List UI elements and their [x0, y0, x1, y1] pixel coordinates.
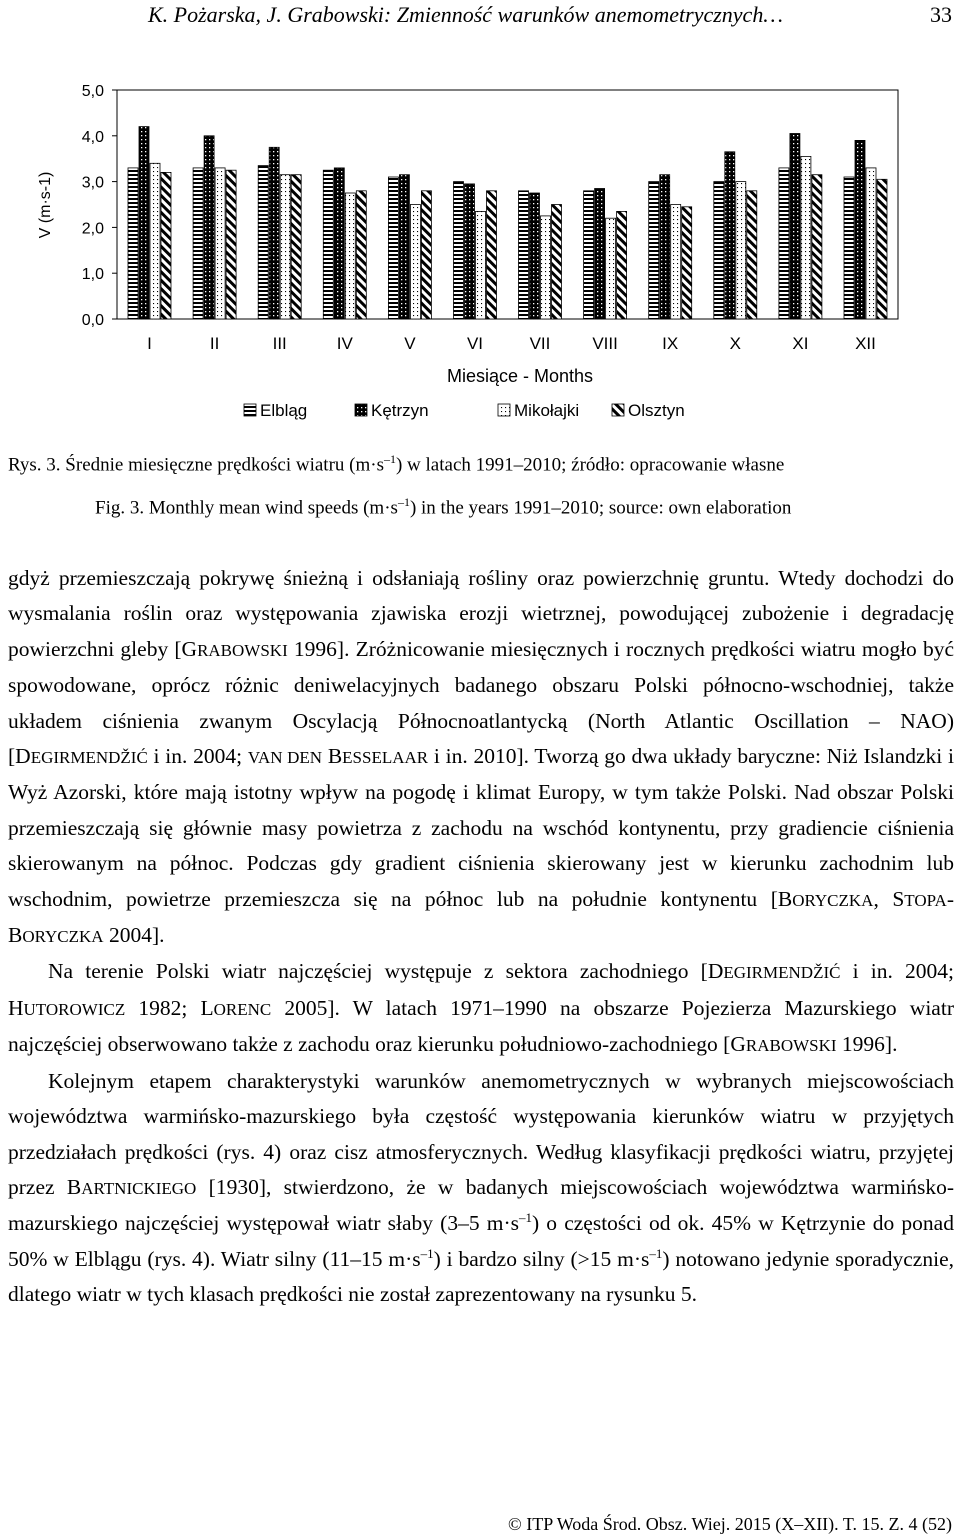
bar-dotted-white [866, 168, 876, 319]
bar-dotted-black [269, 147, 279, 319]
text-run: i in. 2004; H [8, 959, 954, 1020]
small-caps-run: UTOROWICZ [23, 999, 126, 1019]
small-caps-run: ORYCZKA [22, 927, 104, 947]
y-tick-label: 3,0 [81, 174, 104, 192]
text-run: i in. 2004; [147, 744, 248, 769]
bar-dotted-black [334, 168, 344, 319]
small-caps-run: EGIRMENDŽIĆ [723, 963, 841, 983]
small-caps-run: ESSELAAR [342, 748, 429, 768]
legend-label: Elbląg [260, 401, 308, 420]
legend-label: Mikołajki [514, 401, 580, 420]
bar-diagonal-stripes [356, 191, 366, 319]
y-axis-label: V (m·s-1) [37, 171, 54, 239]
text-run: 1982; L [125, 995, 214, 1020]
bar-dotted-black [530, 193, 540, 319]
y-tick-label: 5,0 [81, 83, 104, 100]
bar-dotted-white [671, 205, 681, 320]
footer-citation: © ITP Woda Środ. Obsz. Wiej. 2015 (X–XII). T. 15. Z. 4 (52) [508, 1514, 952, 1534]
bar-diagonal-stripes [812, 175, 822, 319]
x-tick-label: VII [529, 334, 551, 353]
small-caps-run: ARTNICKIEGO [81, 1178, 197, 1198]
bar-dotted-white [606, 218, 616, 319]
caption-en-superscript: –1 [397, 495, 410, 509]
x-tick-label: XII [855, 334, 876, 353]
bar-dotted-black [139, 127, 149, 319]
bar-horizontal-stripes [714, 182, 724, 319]
bar-dotted-white [736, 182, 746, 319]
text-run: 2004]. [103, 923, 165, 948]
bar-diagonal-stripes [617, 211, 627, 319]
caption-en-text-2: ) in the years 1991–2010; source: own elaboration [409, 497, 792, 519]
text-run: 2005]. W latach 1971–1990 na obszarze Pojezierza Mazurskiego wiatr najczęściej obserwowano także z zachodu oraz kierunku południowo-zachodniego [G [8, 995, 954, 1057]
bar-diagonal-stripes [161, 172, 171, 319]
text-run: Kolejnym etapem charakterystyki warunków anemometrycznych w wybranych miejscowościach województwa warmińsko-mazurskiego była częstość występowania kierunków wiatru w przyjętych przedziałach prędkości (rys. 4) oraz cisz atmosferycznych. Według klasyfikacji prędkości wiatru, przyjętej przez B [8, 1068, 954, 1199]
bar-horizontal-stripes [649, 182, 659, 319]
small-caps-run: ORENC [213, 999, 272, 1019]
x-tick-label: II [209, 334, 220, 353]
bar-horizontal-stripes [584, 191, 594, 319]
bar-diagonal-stripes [747, 191, 757, 319]
x-tick-label: VI [466, 334, 484, 353]
caption-pl-text-1: Rys. 3. Średnie miesięczne prędkości wiatru (m·s [8, 454, 384, 476]
running-head: K. Pożarska, J. Grabowski: Zmienność warunków anemometrycznych… [148, 2, 783, 27]
text-run: , S [873, 886, 905, 911]
legend-label: Kętrzyn [371, 401, 429, 420]
figure-caption-en [95, 495, 791, 519]
x-tick-label: I [147, 334, 152, 353]
bar-dotted-black [204, 136, 214, 319]
bar-horizontal-stripes [844, 177, 854, 319]
bar-dotted-black [465, 184, 475, 319]
x-tick-label: V [404, 334, 416, 353]
caption-en-text-1: Fig. 3. Monthly mean wind speeds (m·s [95, 497, 398, 519]
bar-dotted-white [801, 156, 811, 319]
bar-dotted-black [855, 140, 865, 319]
x-axis-label: Miesiące - Months [446, 366, 594, 386]
bar-diagonal-stripes [421, 191, 431, 319]
text-run: i in. 2010]. Tworzą go dwa układy baryczne: Niż Islandzki i Wyż Azorski, które mają istotny wpływ na pogodę i klimat Europy, w tym także Polski. Nad obszar Polski przemieszczają się głównie masy powietrza z zachodu na wschód kontynentu, przy gradiencie ciśnienia skierowanym na północ. Podczas gdy gradient ciśnienia skierowany jest w kierunku zachodnim lub wschodnim, powietrze przemieszcza się na północ lub na południe kontynentu [B [8, 744, 955, 911]
bar-dotted-black [595, 189, 605, 320]
y-tick-label: 2,0 [81, 220, 104, 238]
caption-pl-text-2: ) w latach 1991–2010; źródło: opracowanie własne [395, 454, 785, 476]
text-run: Na terenie Polski wiatr najczęściej występuje z sektora zachodniego [D [48, 959, 724, 984]
y-tick-label: 0,0 [81, 312, 104, 329]
bar-dotted-white [541, 216, 551, 319]
paragraph-1 [8, 561, 954, 954]
x-tick-label: IV [336, 334, 353, 353]
figure-caption-pl [8, 452, 784, 476]
legend-label: Olsztyn [628, 401, 685, 420]
bar-horizontal-stripes [128, 168, 138, 319]
x-tick-label: XI [792, 334, 809, 353]
bar-horizontal-stripes [519, 191, 529, 319]
text-run: [1930], stwierdzono, że w badanych miejscowościach województwa warmińsko-mazurskiego najczęściej występował wiatr słaby (3–5 m·s [8, 1174, 954, 1236]
body-text [8, 561, 954, 1313]
x-tick-label: IX [662, 334, 679, 353]
small-caps-run: RABOWSKI [197, 640, 288, 660]
bar-dotted-white [410, 205, 420, 320]
bar-dotted-white [215, 168, 225, 319]
bar-diagonal-stripes [682, 207, 692, 319]
paragraph-2 [8, 954, 954, 1063]
legend-swatch [498, 404, 510, 416]
superscript: –1 [518, 1210, 532, 1226]
x-tick-label: X [729, 334, 741, 353]
text-run: gdyż przemieszczają pokrywę śnieżną i odsłaniają rośliny oraz powierzchnię gruntu. Wtedy dochodzi do wysmalania roślin oraz występowania zjawiska erozji wietrznej, powodującej zubożenie i degradację powierzchni gleby [G [8, 566, 954, 661]
small-caps-run: VAN DEN [247, 748, 323, 768]
bar-diagonal-stripes [552, 205, 562, 320]
bar-dotted-white [280, 175, 290, 319]
page-number: 33 [930, 2, 952, 27]
bar-diagonal-stripes [487, 191, 497, 319]
bar-diagonal-stripes [226, 170, 236, 319]
text-run: B [322, 744, 343, 769]
y-tick-label: 1,0 [81, 266, 104, 284]
bar-horizontal-stripes [388, 177, 398, 319]
text-run: 1996]. Zróżnicowanie miesięcznych i rocznych prędkości wiatru mogło być spowodowane, oprócz różnic deniwelacyjnych badanego obszaru Polski północno-wschodniej, także układem ciśnienia zwanym Oscylacją Północnoatlantycką (North Atlantic Oscillation – NAO) [D [8, 636, 955, 769]
bar-horizontal-stripes [193, 168, 203, 319]
text-run: ) notowano jedynie sporadycznie, dlatego wiatr w tych klasach prędkości nie został zaprezentowany na rysunku 5. [8, 1246, 954, 1307]
paragraph-3 [8, 1064, 954, 1313]
legend-swatch [612, 404, 624, 416]
bar-dotted-white [476, 211, 486, 319]
bar-dotted-black [790, 134, 800, 320]
text-run: ) i bardzo silny (>15 m·s [433, 1246, 650, 1271]
caption-pl-superscript: –1 [383, 452, 396, 466]
superscript: –1 [420, 1245, 434, 1261]
bar-dotted-black [660, 175, 670, 319]
bar-horizontal-stripes [323, 170, 333, 319]
bar-horizontal-stripes [258, 166, 268, 319]
x-tick-label: III [272, 334, 287, 353]
bar-diagonal-stripes [877, 179, 887, 319]
bar-dotted-white [345, 193, 355, 319]
y-tick-label: 4,0 [81, 128, 104, 146]
wind-speed-bar-chart [0, 62, 960, 432]
chart-legend [244, 401, 685, 420]
legend-swatch [355, 404, 367, 416]
bar-horizontal-stripes [454, 182, 464, 319]
small-caps-run: RABOWSKI [745, 1036, 837, 1056]
bar-dotted-black [725, 152, 735, 319]
bar-horizontal-stripes [779, 168, 789, 319]
legend-swatch [244, 404, 256, 416]
bar-diagonal-stripes [291, 175, 301, 319]
small-caps-run: TOPA [904, 890, 947, 910]
small-caps-run: ORYCZKA [792, 890, 874, 910]
x-tick-label: VIII [592, 334, 618, 353]
text-run: -B [8, 886, 954, 948]
text-run: 1996]. [836, 1032, 898, 1057]
bar-dotted-black [399, 175, 409, 319]
bar-dotted-white [150, 163, 160, 319]
superscript: –1 [649, 1245, 663, 1261]
small-caps-run: EGIRMENDŽIĆ [30, 748, 148, 768]
text-run: ) o częstości od ok. 45% w Kętrzynie do ponad 50% w Elblągu (rys. 4). Wiatr silny (11–15 m·s [8, 1211, 954, 1271]
